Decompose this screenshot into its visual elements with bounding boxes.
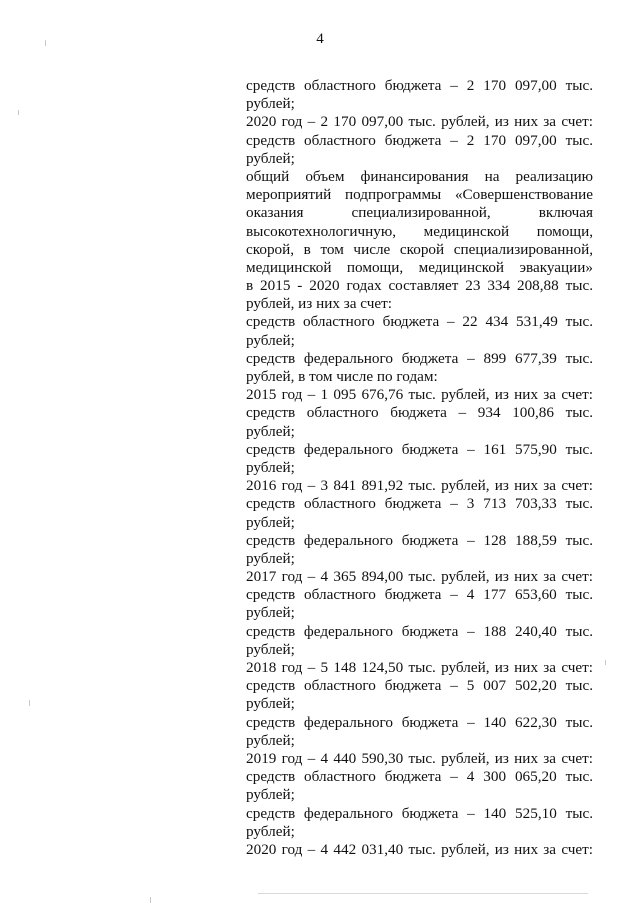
text-line: 2015 год – 1 095 676,76 тыс. рублей, из них за счет: xyxy=(246,386,593,404)
text-line: 2019 год – 4 440 590,30 тыс. рублей, из них за счет: xyxy=(246,749,593,767)
text-line: средств областного бюджета – 2 170 097,00 тыс. xyxy=(246,77,593,94)
text-line: рублей; xyxy=(246,95,295,113)
text-line: средств областного бюджета – 22 434 531,49 тыс. xyxy=(246,313,593,331)
text-line: 2016 год – 3 841 891,92 тыс. рублей, из них за счет: xyxy=(246,477,593,495)
text-line: рублей; xyxy=(246,513,295,531)
text-line: рублей; xyxy=(246,149,295,167)
text-line: средств федерального бюджета – 161 575,90 тыс. xyxy=(246,440,593,458)
scan-edge-line xyxy=(258,893,588,894)
scan-speck xyxy=(45,40,46,46)
text-line: оказания специализированной, включая xyxy=(246,204,593,222)
scan-speck xyxy=(18,110,19,115)
text-line: средств областного бюджета – 2 170 097,00 тыс. xyxy=(246,131,593,149)
text-line: средств областного бюджета – 4 177 653,60 тыс. xyxy=(246,586,593,604)
text-line: 2018 год – 5 148 124,50 тыс. рублей, из них за счет: xyxy=(246,659,593,676)
text-line: 2020 год – 2 170 097,00 тыс. рублей, из них за счет: xyxy=(246,113,593,131)
page-number: 4 xyxy=(316,31,324,47)
text-line: в 2015 - 2020 годах составляет 23 334 208,88 тыс. xyxy=(246,277,593,295)
scan-speck xyxy=(29,700,30,706)
text-line: рублей; xyxy=(246,422,295,440)
text-line: 2017 год – 4 365 894,00 тыс. рублей, из них за счет: xyxy=(246,568,593,586)
text-line: рублей; xyxy=(246,731,295,749)
text-line: средств областного бюджета – 5 007 502,20 тыс. xyxy=(246,677,593,695)
text-line: рублей; xyxy=(246,786,295,804)
text-line: рублей, из них за счет: xyxy=(246,295,392,313)
text-line: рублей; xyxy=(246,549,295,567)
text-line: рублей; xyxy=(246,604,295,622)
text-line: рублей; xyxy=(246,458,295,476)
text-line: рублей; xyxy=(246,695,295,713)
text-line: 2020 год – 4 442 031,40 тыс. рублей, из них за счет: xyxy=(246,840,593,858)
text-line: рублей, в том числе по годам: xyxy=(246,368,438,385)
text-line: высокотехнологичную, медицинской помощи, xyxy=(246,222,593,240)
text-line: рублей; xyxy=(246,640,295,658)
text-line: рублей; xyxy=(246,822,295,840)
text-line: рублей; xyxy=(246,331,295,349)
text-line: средств федерального бюджета – 140 622,30 тыс. xyxy=(246,713,593,731)
text-line: средств областного бюджета – 934 100,86 тыс. xyxy=(246,404,593,422)
text-line: мероприятий подпрограммы «Совершенствование xyxy=(246,186,593,204)
text-line: средств федерального бюджета – 899 677,39 тыс. xyxy=(246,349,593,367)
text-line: общий объем финансирования на реализацию xyxy=(246,167,593,185)
text-line: медицинской помощи, медицинской эвакуации» xyxy=(246,258,593,276)
text-line: средств федерального бюджета – 128 188,59 тыс. xyxy=(246,531,593,549)
text-line: скорой, в том числе скорой специализированной, xyxy=(246,240,593,258)
scan-speck xyxy=(605,660,606,665)
body-text xyxy=(246,77,593,859)
text-line: средств областного бюджета – 4 300 065,20 тыс. xyxy=(246,768,593,786)
text-line: средств областного бюджета – 3 713 703,33 тыс. xyxy=(246,495,593,513)
text-line: средств федерального бюджета – 188 240,40 тыс. xyxy=(246,622,593,640)
text-line: средств федерального бюджета – 140 525,10 тыс. xyxy=(246,804,593,822)
scan-speck xyxy=(150,897,151,903)
